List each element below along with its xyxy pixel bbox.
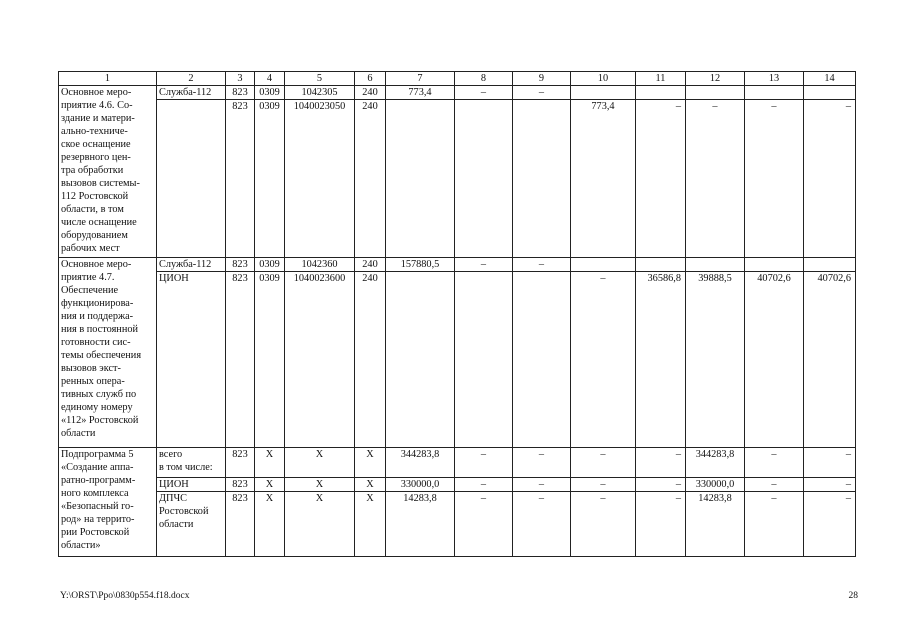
measure-name-line: темы обеспечения: [61, 350, 142, 361]
measure-name-line: Основное меро-: [61, 259, 132, 270]
header-cell-1: 1: [59, 72, 157, 86]
cell-c9: –: [513, 86, 571, 100]
measure-name-line: приятие 4.7.: [61, 272, 115, 283]
cell-c8: –: [455, 448, 513, 478]
cell-grbs: 823: [226, 272, 255, 448]
table-body: [59, 72, 856, 557]
cell-vr: Х: [355, 448, 386, 478]
cell-c10: [571, 86, 636, 100]
measure-name-line: числе оснащение: [61, 217, 137, 228]
cell-c8: –: [455, 492, 513, 557]
executor-cell: [157, 492, 226, 557]
cell-rzpr: 0309: [255, 86, 285, 100]
cell-c10: 773,4: [571, 100, 636, 258]
measure-name-line: ренных опера-: [61, 376, 125, 387]
table-row: [59, 100, 856, 258]
measure-name-line: оборудованием: [61, 230, 128, 241]
cell-c10: [571, 258, 636, 272]
measure-name-line: ально-техниче-: [61, 126, 128, 137]
cell-c14: [804, 258, 856, 272]
cell-csr: 1040023600: [285, 272, 355, 448]
header-cell-8: 8: [455, 72, 513, 86]
cell-c7: 157880,5: [386, 258, 455, 272]
cell-rzpr: 0309: [255, 272, 285, 448]
executor-line: области: [159, 519, 194, 530]
header-cell-2: 2: [157, 72, 226, 86]
cell-c7: [386, 100, 455, 258]
executor-cell: [157, 448, 226, 478]
header-cell-9: 9: [513, 72, 571, 86]
executor-cell: [157, 100, 226, 258]
executor-cell: Служба-112: [157, 86, 226, 100]
measure-name-line: Обеспечение: [61, 285, 119, 296]
measure-name-line: род» на террито-: [61, 514, 135, 525]
measure-name-line: готовности сис-: [61, 337, 131, 348]
measure-name-line: функционирова-: [61, 298, 134, 309]
cell-grbs: 823: [226, 448, 255, 478]
cell-c12: 330000,0: [686, 478, 745, 492]
cell-c9: –: [513, 258, 571, 272]
measure-name-line: 112 Ростовской: [61, 191, 129, 202]
cell-vr: 240: [355, 258, 386, 272]
measure-name-line: рабочих мест: [61, 243, 120, 254]
cell-c13: –: [745, 448, 804, 478]
measure-name-cell: [59, 258, 157, 448]
cell-c13: [745, 258, 804, 272]
cell-c11: [636, 86, 686, 100]
cell-c12: 344283,8: [686, 448, 745, 478]
cell-c7: 344283,8: [386, 448, 455, 478]
measure-name-line: области: [61, 428, 96, 439]
executor-line: в том числе:: [159, 462, 213, 473]
cell-vr: 240: [355, 86, 386, 100]
cell-c7: [386, 272, 455, 448]
cell-csr: Х: [285, 492, 355, 557]
cell-csr: 1040023050: [285, 100, 355, 258]
cell-c13: 40702,6: [745, 272, 804, 448]
header-cell-12: 12: [686, 72, 745, 86]
measure-name-line: здание и матери-: [61, 113, 135, 124]
cell-c9: –: [513, 492, 571, 557]
table-row: [59, 272, 856, 448]
header-cell-13: 13: [745, 72, 804, 86]
measure-name-line: вызовов экст-: [61, 363, 121, 374]
cell-csr: Х: [285, 448, 355, 478]
cell-grbs: 823: [226, 478, 255, 492]
header-cell-7: 7: [386, 72, 455, 86]
header-cell-11: 11: [636, 72, 686, 86]
measure-name-line: резервного цен-: [61, 152, 131, 163]
cell-rzpr: 0309: [255, 258, 285, 272]
measure-name-line: «Безопасный го-: [61, 501, 134, 512]
cell-c13: [745, 86, 804, 100]
executor-cell: Служба-112: [157, 258, 226, 272]
cell-c12: [686, 258, 745, 272]
budget-table: [58, 71, 856, 557]
header-cell-10: 10: [571, 72, 636, 86]
cell-c9: –: [513, 478, 571, 492]
header-row: [59, 72, 856, 86]
cell-c11: –: [636, 448, 686, 478]
cell-c8: [455, 272, 513, 448]
footer-file-path: Y:\ORST\Ppo\0830p554.f18.docx: [60, 591, 190, 601]
cell-rzpr: 0309: [255, 100, 285, 258]
measure-name-line: рии Ростовской: [61, 527, 130, 538]
cell-c13: –: [745, 100, 804, 258]
cell-grbs: 823: [226, 100, 255, 258]
measure-name-cell: [59, 86, 157, 258]
cell-vr: 240: [355, 272, 386, 448]
measure-name-line: тра обработки: [61, 165, 124, 176]
cell-c7: 14283,8: [386, 492, 455, 557]
cell-c11: 36586,8: [636, 272, 686, 448]
header-cell-4: 4: [255, 72, 285, 86]
executor-line: всего: [159, 449, 183, 460]
cell-grbs: 823: [226, 258, 255, 272]
measure-name-line: ское оснащение: [61, 139, 131, 150]
header-cell-5: 5: [285, 72, 355, 86]
cell-rzpr: Х: [255, 448, 285, 478]
measure-name-line: Основное меро-: [61, 87, 132, 98]
cell-c12: 14283,8: [686, 492, 745, 557]
cell-csr: Х: [285, 478, 355, 492]
measure-name-line: ния в постоянной: [61, 324, 138, 335]
cell-c10: –: [571, 478, 636, 492]
measure-name-line: «112» Ростовской: [61, 415, 139, 426]
cell-c8: [455, 100, 513, 258]
measure-name-line: «Создание аппа-: [61, 462, 134, 473]
measure-name-line: Подпрограмма 5: [61, 449, 134, 460]
cell-c14: –: [804, 100, 856, 258]
executor-line: Ростовской: [159, 506, 209, 517]
cell-c13: –: [745, 492, 804, 557]
cell-c8: –: [455, 478, 513, 492]
cell-c9: [513, 272, 571, 448]
cell-vr: 240: [355, 100, 386, 258]
cell-c12: [686, 86, 745, 100]
cell-c11: [636, 258, 686, 272]
cell-c12: –: [686, 100, 745, 258]
measure-name-line: ния и поддержа-: [61, 311, 134, 322]
cell-c8: –: [455, 258, 513, 272]
header-cell-14: 14: [804, 72, 856, 86]
cell-rzpr: Х: [255, 492, 285, 557]
header-cell-3: 3: [226, 72, 255, 86]
header-cell-6: 6: [355, 72, 386, 86]
measure-name-line: единому номеру: [61, 402, 133, 413]
cell-c8: –: [455, 86, 513, 100]
cell-c14: –: [804, 492, 856, 557]
cell-c10: –: [571, 448, 636, 478]
page-number: 28: [848, 591, 858, 601]
measure-name-line: тивных служб по: [61, 389, 137, 400]
cell-vr: Х: [355, 492, 386, 557]
table-row: [59, 258, 856, 272]
cell-c13: –: [745, 478, 804, 492]
cell-c9: [513, 100, 571, 258]
cell-c11: –: [636, 478, 686, 492]
cell-c12: 39888,5: [686, 272, 745, 448]
measure-name-line: области»: [61, 540, 101, 551]
cell-vr: Х: [355, 478, 386, 492]
cell-c14: 40702,6: [804, 272, 856, 448]
cell-grbs: 823: [226, 492, 255, 557]
cell-csr: 1042360: [285, 258, 355, 272]
executor-line: ЦИОН: [159, 479, 189, 490]
measure-name-line: ратно-программ-: [61, 475, 136, 486]
cell-c10: –: [571, 492, 636, 557]
cell-c14: [804, 86, 856, 100]
cell-c11: –: [636, 100, 686, 258]
cell-rzpr: Х: [255, 478, 285, 492]
measure-name-cell: [59, 448, 157, 557]
executor-line: ДПЧС: [159, 493, 188, 504]
cell-c14: –: [804, 478, 856, 492]
cell-c11: –: [636, 492, 686, 557]
executor-cell: ЦИОН: [157, 272, 226, 448]
table-row: [59, 492, 856, 557]
measure-name-line: приятие 4.6. Со-: [61, 100, 133, 111]
cell-c7: 773,4: [386, 86, 455, 100]
cell-c14: –: [804, 448, 856, 478]
table-row: [59, 448, 856, 478]
cell-c9: –: [513, 448, 571, 478]
cell-c7: 330000,0: [386, 478, 455, 492]
table-row: [59, 478, 856, 492]
measure-name-line: области, в том: [61, 204, 124, 215]
cell-c10: –: [571, 272, 636, 448]
measure-name-line: вызовов системы-: [61, 178, 140, 189]
measure-name-line: ного комплекса: [61, 488, 129, 499]
cell-grbs: 823: [226, 86, 255, 100]
executor-cell: [157, 478, 226, 492]
cell-csr: 1042305: [285, 86, 355, 100]
table-row: [59, 86, 856, 100]
